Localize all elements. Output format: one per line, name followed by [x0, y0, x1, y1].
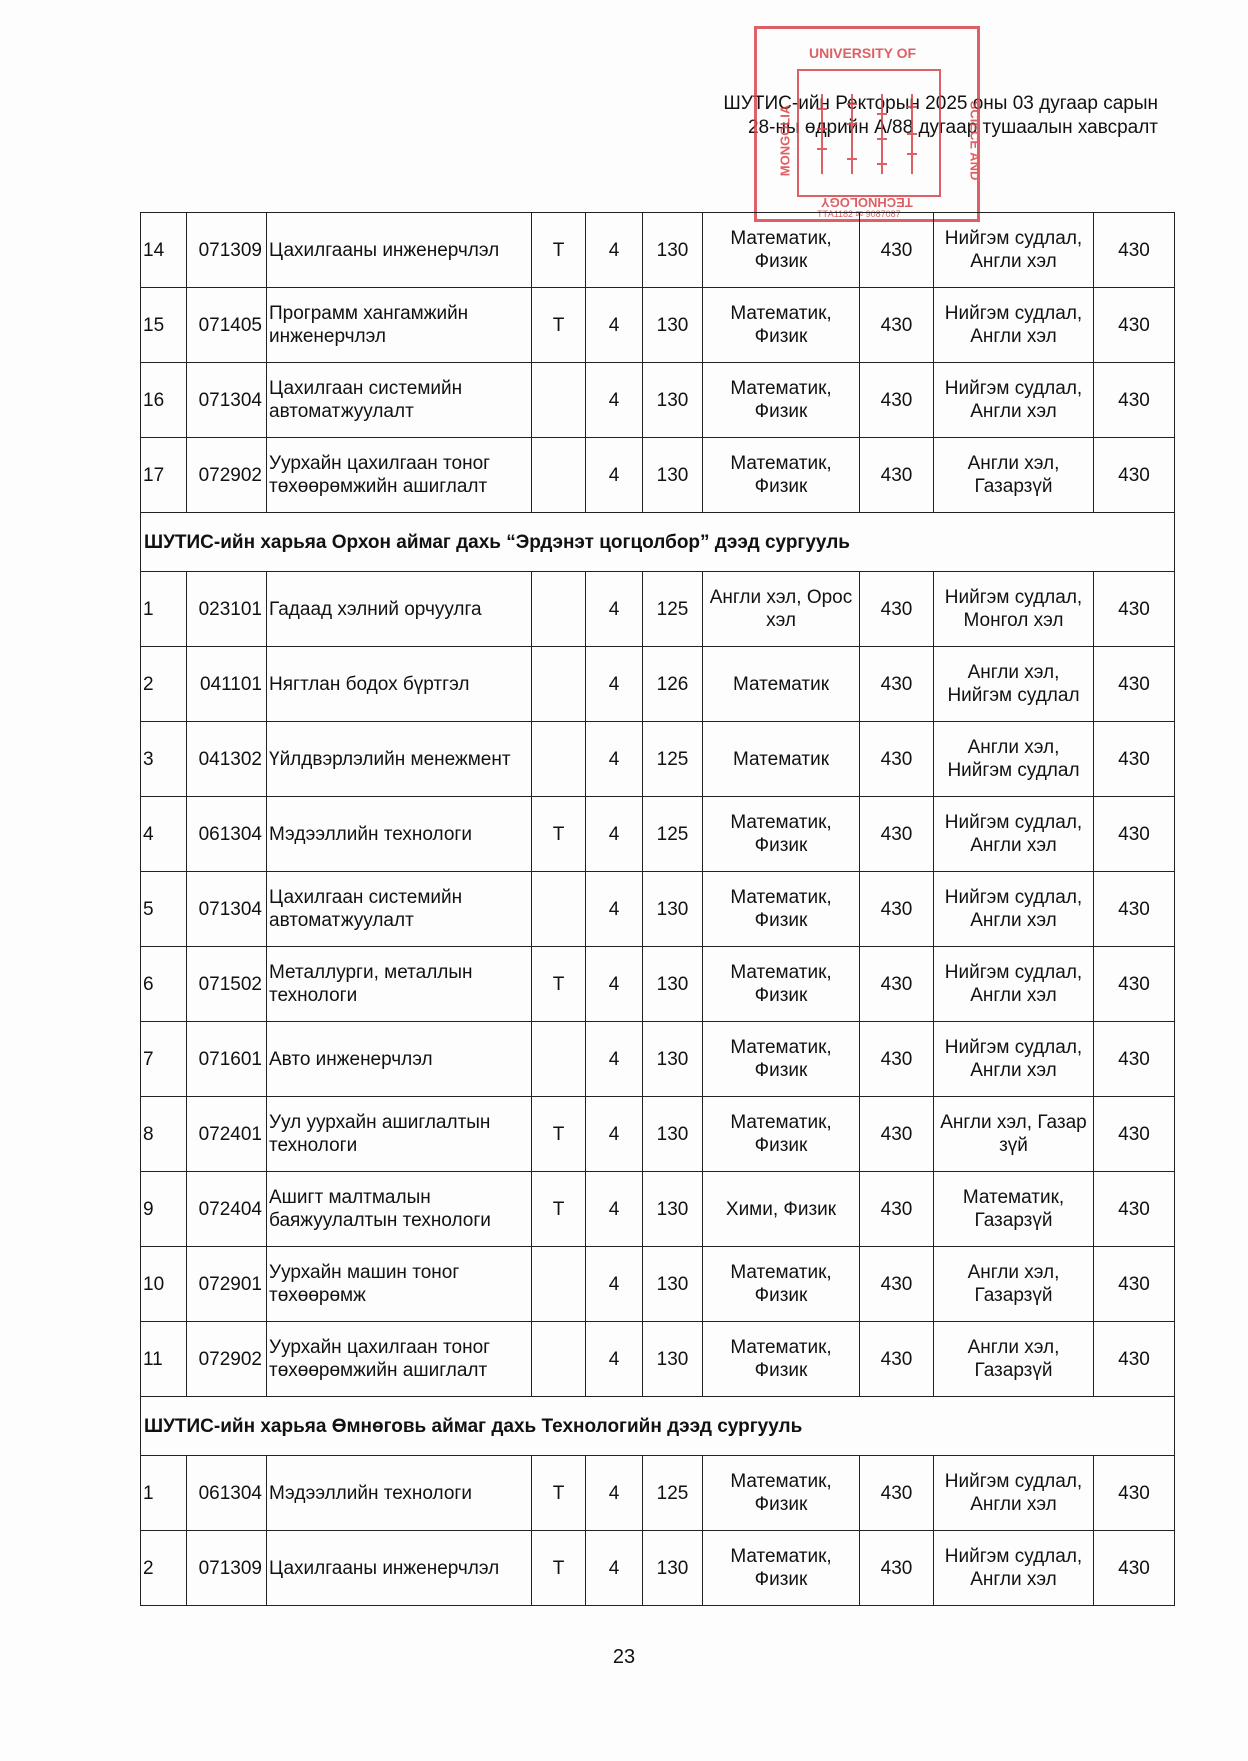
- table-row: [141, 1172, 1175, 1247]
- program-code-cell: 072902: [187, 438, 267, 513]
- mark-t-cell: Т: [532, 213, 586, 288]
- program-name-cell: Уурхайн машин тоног төхөөрөмж: [267, 1247, 532, 1322]
- table-row: [141, 572, 1175, 647]
- row-number-cell: 14: [141, 213, 187, 288]
- mark-t-cell: [532, 647, 586, 722]
- exam-score-cell: 430: [860, 1247, 934, 1322]
- section-title: ШУТИС-ийн харьяа Өмнөговь аймаг дахь Технологийн дээд сургууль: [141, 1397, 1175, 1456]
- program-name-cell: Цахилгааны инженерчлэл: [267, 213, 532, 288]
- table-row: [141, 1531, 1175, 1606]
- credits-cell: 130: [643, 1322, 703, 1397]
- program-name-cell: Үйлдвэрлэлийн менежмент: [267, 722, 532, 797]
- exam-subjects-cell: Математик, Физик: [703, 1247, 860, 1322]
- mark-t-cell: [532, 1322, 586, 1397]
- row-number-cell: 17: [141, 438, 187, 513]
- program-code-cell: 072404: [187, 1172, 267, 1247]
- credits-cell: 130: [643, 1531, 703, 1606]
- exam-score-cell: 430: [860, 288, 934, 363]
- table-row: [141, 213, 1175, 288]
- second-score-cell: 430: [1094, 1247, 1175, 1322]
- second-score-cell: 430: [1094, 722, 1175, 797]
- exam-subjects-cell: Математик, Физик: [703, 438, 860, 513]
- second-score-cell: 430: [1094, 1022, 1175, 1097]
- second-subjects-cell: Нийгэм судлал, Англи хэл: [934, 947, 1094, 1022]
- mark-t-cell: [532, 1022, 586, 1097]
- credits-cell: 130: [643, 872, 703, 947]
- second-score-cell: 430: [1094, 797, 1175, 872]
- program-name-cell: Цахилгаан системийн автоматжуулалт: [267, 872, 532, 947]
- study-years-cell: 4: [586, 1022, 643, 1097]
- program-code-cell: 071304: [187, 872, 267, 947]
- program-code-cell: 041101: [187, 647, 267, 722]
- mark-t-cell: [532, 363, 586, 438]
- study-years-cell: 4: [586, 572, 643, 647]
- exam-subjects-cell: Хими, Физик: [703, 1172, 860, 1247]
- mark-t-cell: Т: [532, 1172, 586, 1247]
- program-code-cell: 071601: [187, 1022, 267, 1097]
- page-number: 23: [612, 1646, 636, 1668]
- mark-t-cell: Т: [532, 1456, 586, 1531]
- exam-score-cell: 430: [860, 1097, 934, 1172]
- mark-t-cell: Т: [532, 288, 586, 363]
- study-years-cell: 4: [586, 1456, 643, 1531]
- university-seal-stamp: [754, 26, 983, 222]
- program-code-cell: 072902: [187, 1322, 267, 1397]
- stamp-text-left: MONGOLIA: [777, 104, 793, 177]
- second-score-cell: 430: [1094, 647, 1175, 722]
- credits-cell: 125: [643, 797, 703, 872]
- study-years-cell: 4: [586, 947, 643, 1022]
- credits-cell: 125: [643, 572, 703, 647]
- exam-subjects-cell: Математик, Физик: [703, 1531, 860, 1606]
- row-number-cell: 15: [141, 288, 187, 363]
- second-subjects-cell: Нийгэм судлал, Англи хэл: [934, 288, 1094, 363]
- second-subjects-cell: Англи хэл, Нийгэм судлал: [934, 647, 1094, 722]
- exam-score-cell: 430: [860, 1022, 934, 1097]
- row-number-cell: 16: [141, 363, 187, 438]
- mark-t-cell: [532, 572, 586, 647]
- program-name-cell: Нягтлан бодох бүртгэл: [267, 647, 532, 722]
- second-subjects-cell: Нийгэм судлал, Англи хэл: [934, 797, 1094, 872]
- second-score-cell: 430: [1094, 947, 1175, 1022]
- stamp-registration: ТТА1182 ✉ 9087087: [817, 209, 901, 219]
- row-number-cell: 7: [141, 1022, 187, 1097]
- study-years-cell: 4: [586, 1531, 643, 1606]
- program-name-cell: Металлурги, металлын технологи: [267, 947, 532, 1022]
- table-row: [141, 722, 1175, 797]
- study-years-cell: 4: [586, 1097, 643, 1172]
- second-score-cell: 430: [1094, 1531, 1175, 1606]
- program-name-cell: Уул уурхайн ашиглалтын технологи: [267, 1097, 532, 1172]
- exam-subjects-cell: Математик: [703, 647, 860, 722]
- credits-cell: 130: [643, 1172, 703, 1247]
- row-number-cell: 8: [141, 1097, 187, 1172]
- second-subjects-cell: Нийгэм судлал, Англи хэл: [934, 213, 1094, 288]
- program-name-cell: Мэдээллийн технологи: [267, 797, 532, 872]
- study-years-cell: 4: [586, 797, 643, 872]
- program-code-cell: 071309: [187, 1531, 267, 1606]
- program-code-cell: 071405: [187, 288, 267, 363]
- section-title: ШУТИС-ийн харьяа Орхон аймаг дахь “Эрдэнэт цогцолбор” дээд сургууль: [141, 513, 1175, 572]
- second-subjects-cell: Англи хэл, Газарзүй: [934, 1247, 1094, 1322]
- study-years-cell: 4: [586, 1247, 643, 1322]
- table-row: [141, 438, 1175, 513]
- table-row: [141, 1247, 1175, 1322]
- second-score-cell: 430: [1094, 1456, 1175, 1531]
- second-score-cell: 430: [1094, 438, 1175, 513]
- study-years-cell: 4: [586, 1322, 643, 1397]
- second-score-cell: 430: [1094, 363, 1175, 438]
- mark-t-cell: [532, 438, 586, 513]
- header-line-1: ШУТИС-ийн Ректорын 2025 оны 03 дугаар сарын: [723, 93, 1158, 114]
- mark-t-cell: Т: [532, 1097, 586, 1172]
- table-row: [141, 1322, 1175, 1397]
- credits-cell: 126: [643, 647, 703, 722]
- exam-score-cell: 430: [860, 872, 934, 947]
- row-number-cell: 4: [141, 797, 187, 872]
- mark-t-cell: Т: [532, 1531, 586, 1606]
- table-row: [141, 797, 1175, 872]
- program-code-cell: 072901: [187, 1247, 267, 1322]
- second-subjects-cell: Нийгэм судлал, Англи хэл: [934, 363, 1094, 438]
- second-subjects-cell: Англи хэл, Газарзүй: [934, 438, 1094, 513]
- program-name-cell: Авто инженерчлэл: [267, 1022, 532, 1097]
- table-row: [141, 647, 1175, 722]
- exam-subjects-cell: Математик, Физик: [703, 797, 860, 872]
- row-number-cell: 5: [141, 872, 187, 947]
- program-code-cell: 072401: [187, 1097, 267, 1172]
- program-code-cell: 061304: [187, 1456, 267, 1531]
- exam-score-cell: 430: [860, 572, 934, 647]
- row-number-cell: 6: [141, 947, 187, 1022]
- exam-score-cell: 430: [860, 438, 934, 513]
- row-number-cell: 10: [141, 1247, 187, 1322]
- second-score-cell: 430: [1094, 1172, 1175, 1247]
- exam-subjects-cell: Математик, Физик: [703, 947, 860, 1022]
- table-row: [141, 872, 1175, 947]
- program-code-cell: 071309: [187, 213, 267, 288]
- mark-t-cell: [532, 872, 586, 947]
- second-subjects-cell: Англи хэл, Газарзүй: [934, 1322, 1094, 1397]
- exam-subjects-cell: Математик, Физик: [703, 213, 860, 288]
- credits-cell: 130: [643, 213, 703, 288]
- mark-t-cell: Т: [532, 797, 586, 872]
- program-code-cell: 071502: [187, 947, 267, 1022]
- program-name-cell: Уурхайн цахилгаан тоног төхөөрөмжийн ашиглалт: [267, 438, 532, 513]
- credits-cell: 130: [643, 288, 703, 363]
- program-name-cell: Ашигт малтмалын баяжуулалтын технологи: [267, 1172, 532, 1247]
- second-score-cell: 430: [1094, 572, 1175, 647]
- second-subjects-cell: Нийгэм судлал, Англи хэл: [934, 1531, 1094, 1606]
- study-years-cell: 4: [586, 213, 643, 288]
- program-name-cell: Уурхайн цахилгаан тоног төхөөрөмжийн ашиглалт: [267, 1322, 532, 1397]
- program-name-cell: Цахилгааны инженерчлэл: [267, 1531, 532, 1606]
- exam-score-cell: 430: [860, 1172, 934, 1247]
- program-name-cell: Мэдээллийн технологи: [267, 1456, 532, 1531]
- study-years-cell: 4: [586, 872, 643, 947]
- second-score-cell: 430: [1094, 213, 1175, 288]
- exam-score-cell: 430: [860, 1322, 934, 1397]
- program-code-cell: 071304: [187, 363, 267, 438]
- programs-table: [140, 212, 1175, 1606]
- credits-cell: 130: [643, 363, 703, 438]
- exam-subjects-cell: Математик, Физик: [703, 363, 860, 438]
- credits-cell: 125: [643, 1456, 703, 1531]
- program-code-cell: 041302: [187, 722, 267, 797]
- study-years-cell: 4: [586, 438, 643, 513]
- mark-t-cell: Т: [532, 947, 586, 1022]
- program-code-cell: 023101: [187, 572, 267, 647]
- study-years-cell: 4: [586, 288, 643, 363]
- exam-score-cell: 430: [860, 1456, 934, 1531]
- program-code-cell: 061304: [187, 797, 267, 872]
- exam-subjects-cell: Математик, Физик: [703, 288, 860, 363]
- program-name-cell: Программ хангамжийн инженерчлэл: [267, 288, 532, 363]
- row-number-cell: 3: [141, 722, 187, 797]
- exam-score-cell: 430: [860, 722, 934, 797]
- section-header-row: [141, 513, 1175, 572]
- row-number-cell: 2: [141, 647, 187, 722]
- exam-subjects-cell: Математик, Физик: [703, 1322, 860, 1397]
- mongolian-script-icon: [807, 89, 927, 179]
- program-name-cell: Цахилгаан системийн автоматжуулалт: [267, 363, 532, 438]
- credits-cell: 130: [643, 1097, 703, 1172]
- study-years-cell: 4: [586, 1172, 643, 1247]
- exam-score-cell: 430: [860, 647, 934, 722]
- study-years-cell: 4: [586, 722, 643, 797]
- second-subjects-cell: Нийгэм судлал, Англи хэл: [934, 1456, 1094, 1531]
- credits-cell: 125: [643, 722, 703, 797]
- exam-subjects-cell: Математик: [703, 722, 860, 797]
- row-number-cell: 11: [141, 1322, 187, 1397]
- second-subjects-cell: Нийгэм судлал, Англи хэл: [934, 872, 1094, 947]
- exam-subjects-cell: Математик, Физик: [703, 872, 860, 947]
- row-number-cell: 2: [141, 1531, 187, 1606]
- table-row: [141, 947, 1175, 1022]
- section-header-row: [141, 1397, 1175, 1456]
- second-subjects-cell: Нийгэм судлал, Англи хэл: [934, 1022, 1094, 1097]
- exam-subjects-cell: Математик, Физик: [703, 1022, 860, 1097]
- exam-score-cell: 430: [860, 1531, 934, 1606]
- second-score-cell: 430: [1094, 1322, 1175, 1397]
- table-row: [141, 363, 1175, 438]
- row-number-cell: 1: [141, 1456, 187, 1531]
- table-row: [141, 1022, 1175, 1097]
- table-row: [141, 288, 1175, 363]
- second-score-cell: 430: [1094, 1097, 1175, 1172]
- second-subjects-cell: Математик, Газарзүй: [934, 1172, 1094, 1247]
- mark-t-cell: [532, 722, 586, 797]
- credits-cell: 130: [643, 438, 703, 513]
- stamp-text-bottom: TECHNOLOGY: [821, 195, 913, 210]
- exam-score-cell: 430: [860, 213, 934, 288]
- study-years-cell: 4: [586, 363, 643, 438]
- credits-cell: 130: [643, 947, 703, 1022]
- row-number-cell: 1: [141, 572, 187, 647]
- exam-score-cell: 430: [860, 797, 934, 872]
- second-score-cell: 430: [1094, 288, 1175, 363]
- program-name-cell: Гадаад хэлний орчуулга: [267, 572, 532, 647]
- header-line-2: 28-ны өдрийн А/88 дугаар тушаалын хавсралт: [747, 117, 1158, 138]
- exam-score-cell: 430: [860, 947, 934, 1022]
- row-number-cell: 9: [141, 1172, 187, 1247]
- exam-score-cell: 430: [860, 363, 934, 438]
- exam-subjects-cell: Англи хэл, Орос хэл: [703, 572, 860, 647]
- stamp-text-top: UNIVERSITY OF: [809, 45, 917, 61]
- exam-subjects-cell: Математик, Физик: [703, 1456, 860, 1531]
- credits-cell: 130: [643, 1022, 703, 1097]
- second-subjects-cell: Нийгэм судлал, Монгол хэл: [934, 572, 1094, 647]
- second-subjects-cell: Англи хэл, Газар зүй: [934, 1097, 1094, 1172]
- exam-subjects-cell: Математик, Физик: [703, 1097, 860, 1172]
- stamp-text-right: SCIECE AND: [967, 100, 983, 181]
- second-score-cell: 430: [1094, 872, 1175, 947]
- second-subjects-cell: Англи хэл, Нийгэм судлал: [934, 722, 1094, 797]
- table-row: [141, 1456, 1175, 1531]
- study-years-cell: 4: [586, 647, 643, 722]
- credits-cell: 130: [643, 1247, 703, 1322]
- table-row: [141, 1097, 1175, 1172]
- mark-t-cell: [532, 1247, 586, 1322]
